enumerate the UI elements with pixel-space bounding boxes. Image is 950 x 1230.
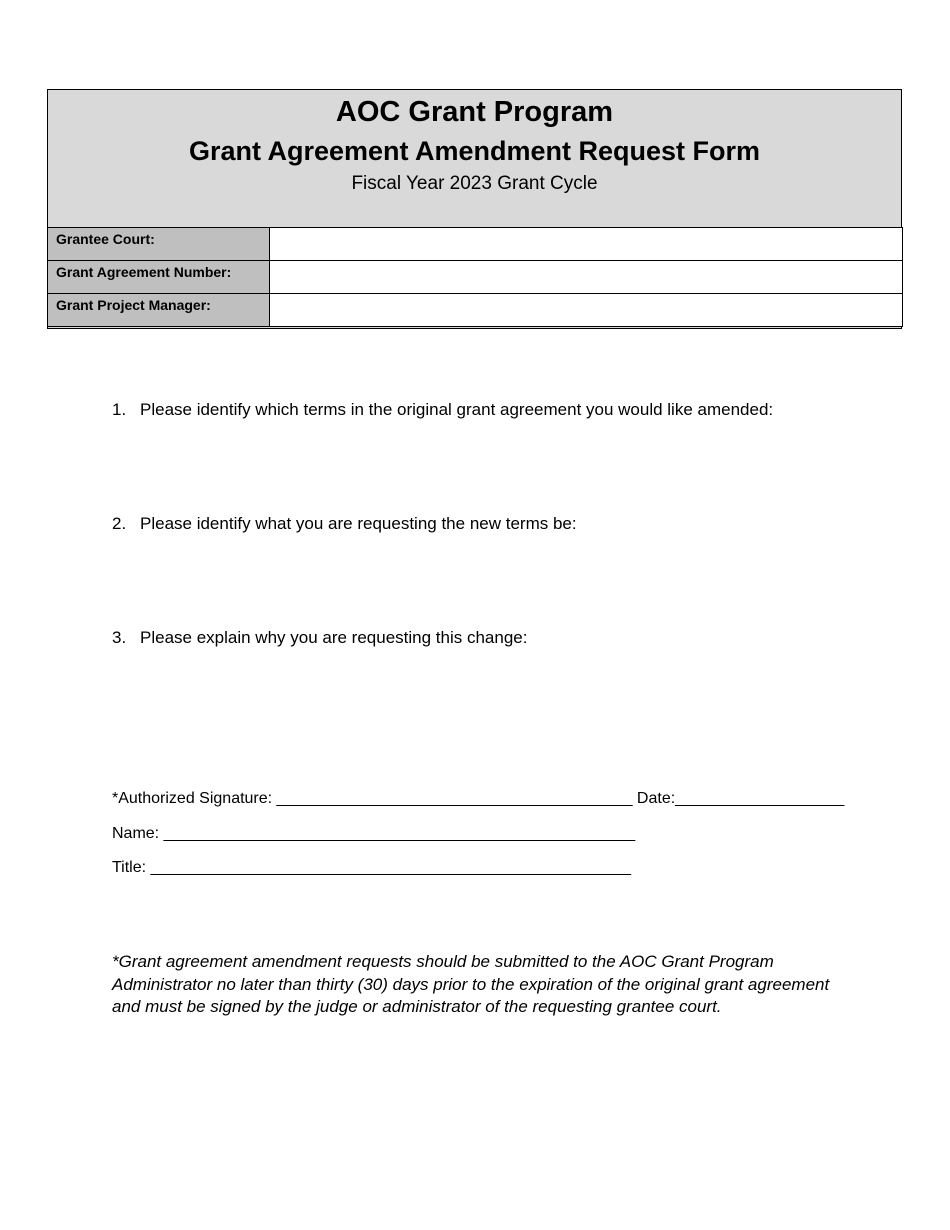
question-number: 1.: [112, 400, 127, 419]
grant-agreement-number-field[interactable]: [270, 261, 903, 294]
grant-project-manager-field[interactable]: [270, 294, 903, 327]
title-line[interactable]: Title: ______________________________________________________: [112, 859, 632, 876]
program-title: AOC Grant Program: [335, 96, 614, 128]
question-3: [112, 628, 527, 648]
grantee-court-row: [48, 228, 903, 261]
grant-agreement-number-row: [48, 261, 903, 294]
submission-footnote: *Grant agreement amendment requests should be submitted to the AOC Grant Program Administrator no later than thirty (30) days prior to the expiration of the original grant agreement and must be signed by the judge or administrator of the requesting grantee court.: [112, 952, 830, 1016]
grantee-info-table: [47, 227, 903, 327]
question-text: Please identify what you are requesting the new terms be:: [140, 514, 577, 533]
grant-project-manager-label: Grant Project Manager:: [48, 294, 270, 327]
grantee-court-field[interactable]: [270, 228, 903, 261]
name-line[interactable]: Name: _____________________________________________________: [112, 825, 636, 842]
grant-project-manager-row: [48, 294, 903, 327]
question-text: Please identify which terms in the original grant agreement you would like amended:: [140, 400, 774, 419]
form-title: Grant Agreement Amendment Request Form: [188, 136, 761, 166]
question-number: 3.: [112, 628, 127, 647]
question-2: [112, 514, 577, 534]
question-number: 2.: [112, 514, 127, 533]
grantee-court-label: Grantee Court:: [48, 228, 270, 261]
question-1: [112, 400, 773, 420]
grant-cycle: Fiscal Year 2023 Grant Cycle: [351, 173, 598, 194]
grant-agreement-number-label: Grant Agreement Number:: [48, 261, 270, 294]
question-text: Please explain why you are requesting this change:: [140, 628, 528, 647]
authorized-signature-line[interactable]: *Authorized Signature: ________________________________________ Date:___________________: [112, 790, 845, 807]
